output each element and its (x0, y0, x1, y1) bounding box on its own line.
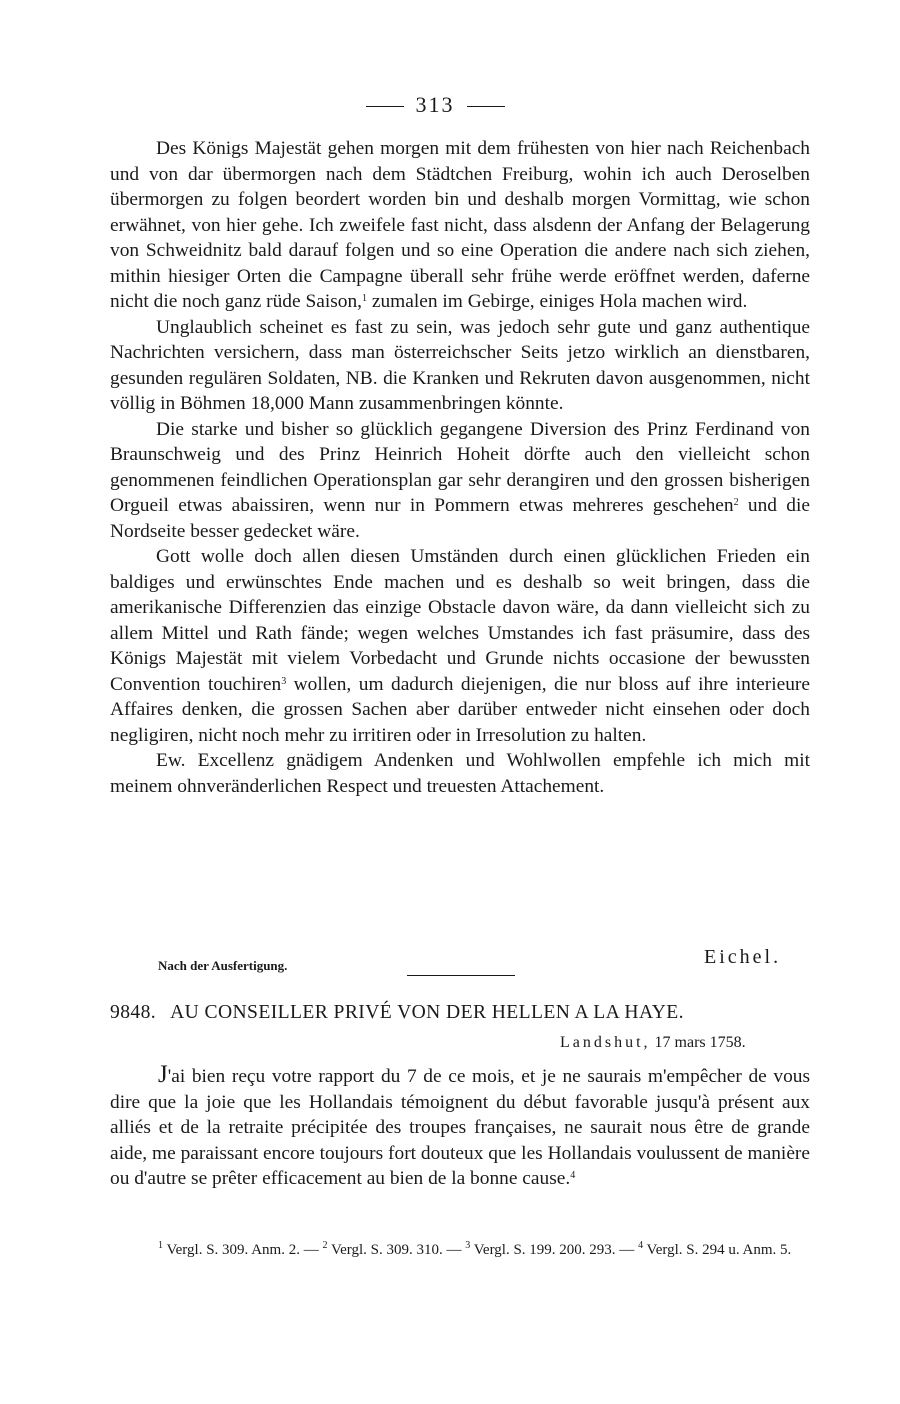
paragraph (110, 748, 810, 799)
letter-number: 9848. (110, 1002, 157, 1023)
letter-text (110, 1062, 810, 1192)
footnote-number: 1 (158, 1240, 163, 1251)
paragraph (110, 417, 810, 545)
paragraph-text: wollen, um dadurch diejenigen, die nur bloss auf ihre interieure Affaires denken, die grossen Sachen aber darüber entweder nicht einsehen oder doch negligiren, nicht noch mehr zu irritiren oder in Irresolution zu halten. (110, 673, 810, 746)
letter-body-text (110, 136, 810, 799)
footnote-text: Vergl. S. 199. 200. 293. — (470, 1242, 639, 1258)
source-note: Nach der Ausfertigung. (158, 958, 288, 973)
dateline (560, 1034, 746, 1052)
paragraph-text: 'ai bien reçu votre rapport du 7 de ce mois, et je ne saurais m'empêcher de vous dire que la joie que les Hollandais témoignent du début favorable jusqu'à présent aux alliés et de la retraite précipitée des troupes françaises, ne saurait nous être de grande aide, me paraissant encore toujours fort douteux que les Hollandais voulussent de manière ou d'autre se prêter efficacement au bien de la bonne cause. (110, 1066, 810, 1189)
section-divider (407, 975, 515, 976)
footnote-ref: 4 (570, 1170, 576, 1181)
footnote-text: Vergl. S. 309. Anm. 2. — (163, 1242, 323, 1258)
page-number: 313 (415, 92, 455, 117)
letter-title: AU CONSEILLER PRIVÉ VON DER HELLEN A LA HAYE. (170, 1002, 684, 1023)
initial-letter: J (158, 1061, 168, 1088)
header-dash-right (467, 106, 505, 107)
footnote-text: Vergl. S. 309. 310. — (327, 1242, 466, 1258)
paragraph-text: Ew. Excellenz gnädigem Andenken und Wohlwollen empfehle ich mich mit meinem ohnveränderlichen Respect und treuesten Attachement. (110, 750, 810, 797)
signature: Eichel. (704, 946, 782, 968)
footnote-ref: 3 (281, 675, 287, 687)
dateline-date: 17 mars 1758. (654, 1034, 746, 1051)
paragraph-text: zumalen im Gebirge, einiges Hola machen wird. (367, 291, 748, 312)
paragraph-text: Unglaublich scheinet es fast zu sein, was jedoch sehr gute und ganz authentique Nachrichten versichern, dass man österreichscher Seits jetzo wirklich an dienstbaren, gesunden regulären Soldaten, NB. die Kranken und Rekruten davon ausgenommen, nicht völlig in Böhmen 18,000 Mann zusammenbringen könnte. (110, 316, 810, 414)
paragraph (110, 1062, 810, 1192)
dateline-place: Landshut, (560, 1034, 651, 1051)
footnotes (110, 1239, 810, 1261)
footnote-list (110, 1239, 810, 1261)
footnote-number: 3 (465, 1240, 471, 1251)
paragraph-text: Die starke und bisher so glücklich gegangene Diversion des Prinz Ferdinand von Braunschweig und des Prinz Heinrich Hoheit dörfte auch den vielleicht schon genommenen feindlichen Operationsplan gar sehr derangiren und den grossen bisherigen Orgueil etwas abaissiren, wenn nur in Pommern etwas mehreres geschehen (110, 418, 810, 516)
footnote-text: Vergl. S. 294 u. Anm. 5. (643, 1242, 792, 1258)
paragraph (110, 315, 810, 417)
paragraph (110, 136, 810, 315)
paragraph-text: Des Königs Majestät gehen morgen mit dem frühesten von hier nach Reichenbach und von dar übermorgen nach dem Städtchen Freiburg, wohin ich auch Deroselben übermorgen zu folgen beordert worden bin und deshalb morgen Vormittag, wie schon erwähnet, von hier gehe. Ich zweifele fast nicht, dass alsdenn der Anfang der Belagerung von Schweidnitz bald darauf folgen und so eine Operation die andere nach sich ziehen, mithin hiesiger Orten die Campagne überall sehr frühe werde eröffnet werden, daferne nicht die noch ganz rüde Saison, (110, 138, 810, 312)
page-header (110, 92, 760, 118)
paragraph-text: Gott wolle doch allen diesen Umständen durch einen glücklichen Frieden ein baldiges und erwünschtes Ende machen und es deshalb so weit bringen, dass die amerikanische Differenzien das einzige Obstacle davon wäre, da dann vielleicht sich zu allem Mittel und Rath fände; wegen welches Umstandes ich fast präsumire, dass des Königs Majestät mit vielem Vorbedacht und Grunde nichts occasione der bewussten Convention touchiren (110, 546, 810, 695)
paragraph (110, 544, 810, 748)
footnote-number: 2 (322, 1240, 328, 1251)
paragraph-text: und die Nordseite besser gedecket wäre. (110, 495, 810, 542)
header-dash-left (366, 106, 404, 107)
footnote-number: 4 (638, 1240, 644, 1251)
footnote-ref: 2 (733, 497, 739, 508)
letter-heading (110, 1002, 810, 1024)
footnote-ref: 1 (362, 293, 368, 304)
